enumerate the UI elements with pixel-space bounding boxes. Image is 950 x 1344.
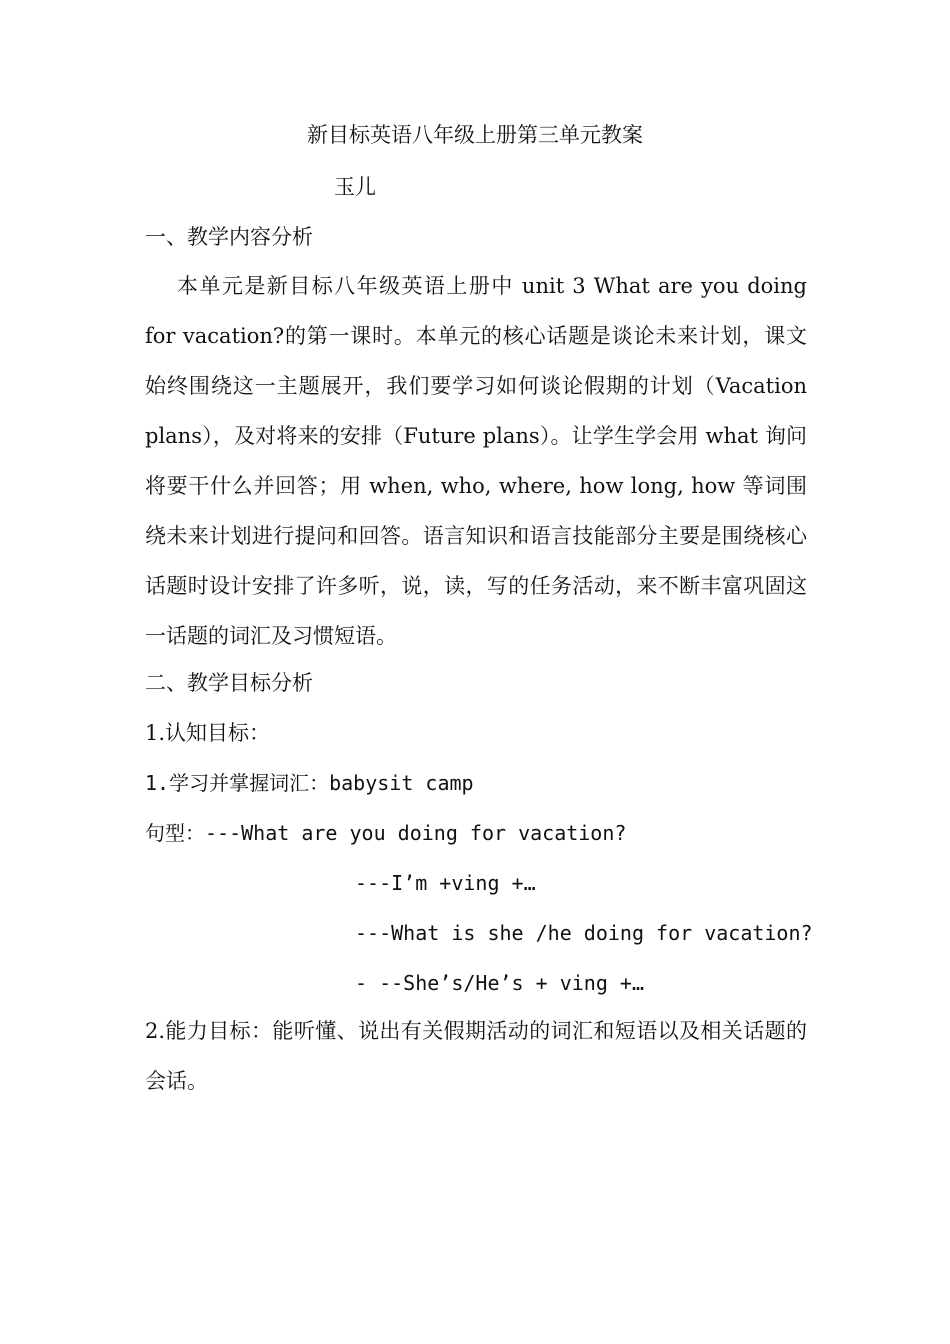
document-title: 新目标英语八年级上册第三单元教案: [307, 123, 643, 147]
sentence-pattern-question-2: ---What is she /he doing for vacation?: [355, 921, 813, 945]
section-heading-content-analysis: 一、教学内容分析: [145, 225, 313, 249]
content-analysis-paragraph: 本单元是新目标八年级英语上册中 unit 3 What are you doing for vacation?的第一课时。本单元的核心话题是谈论未来计划，课文始终围绕这一主题展开，我们要学习如何谈论假期的计划（Vacation plans），及对将来的安排（Future plans）。让学生学会用 what 询问将要干什么并回答；用 when, who, where, how long, how 等词围绕未来计划进行提问和回答。语言知识和语言技能部分主要是围绕核心话题时设计安排了许多听，说，读，写的任务活动，来不断丰富巩固这一话题的词汇及习惯短语。: [145, 274, 807, 648]
author-name: 玉儿: [334, 175, 376, 199]
cognitive-goal-heading: 1.认知目标：: [145, 721, 271, 745]
sentence-pattern-line: 句型：---What are you doing for vacation?: [145, 821, 627, 845]
ability-goal-paragraph: 2.能力目标：能听懂、说出有关假期活动的词汇和短语以及相关话题的会话。: [145, 1019, 807, 1093]
section-heading-goal-analysis: 二、教学目标分析: [145, 671, 313, 695]
sentence-pattern-answer-1: ---I’m +ving +…: [355, 871, 536, 895]
sentence-pattern-answer-2: - --She’s/He’s + ving +…: [355, 971, 644, 995]
vocabulary-line: 1.学习并掌握词汇：babysit camp: [145, 771, 474, 795]
